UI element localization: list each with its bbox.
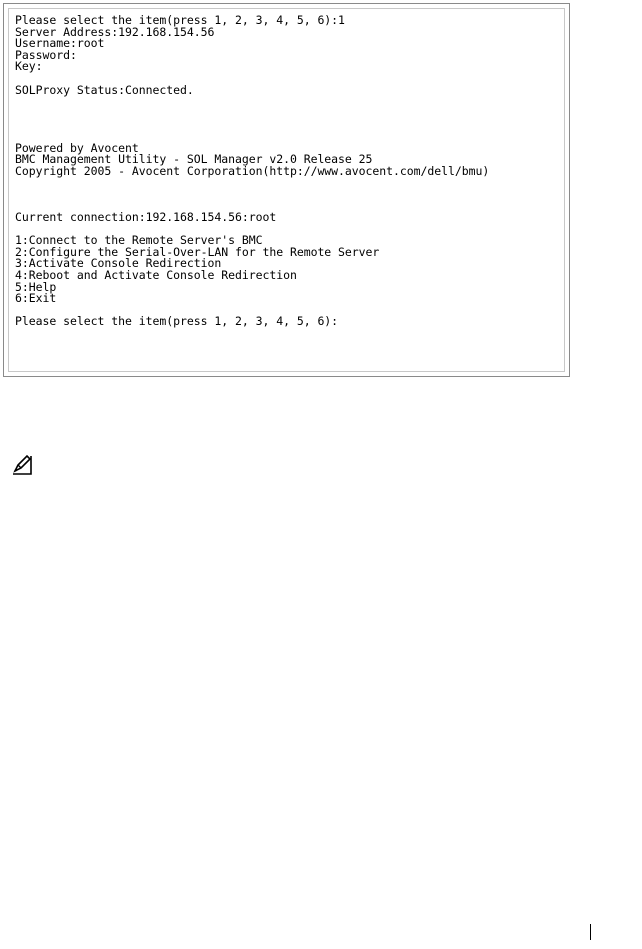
console-blank: [15, 119, 564, 131]
console-input-prompt[interactable]: Please select the item(press 1, 2, 3, 4, 5, 6):: [15, 314, 339, 329]
page-edge-rule: [590, 924, 591, 940]
console-line-status: SOLProxy Status:Connected.: [15, 82, 194, 97]
console-line-key: Key:: [15, 59, 43, 74]
menu-item-exit: 6:Exit: [15, 291, 57, 306]
console-line-powered-by: Powered by Avocent: [15, 140, 139, 155]
menu-item-activate-redirection: 3:Activate Console Redirection: [15, 256, 222, 271]
console-line-current-connection: Current connection:192.168.154.56:root: [15, 210, 277, 225]
console-line-username: Username:root: [15, 36, 105, 51]
console-blank: [15, 177, 564, 189]
menu-item-configure-sol: 2:Configure the Serial-Over-LAN for the Remote Server: [15, 244, 380, 259]
console-line-server-address: Server Address:192.168.154.56: [15, 24, 215, 39]
menu-item-connect: 1:Connect to the Remote Server's BMC: [15, 233, 263, 248]
console-line-product: BMC Management Utility - SOL Manager v2.0 Release 25: [15, 152, 373, 167]
console-screen[interactable]: [8, 8, 565, 372]
console-blank: [15, 108, 564, 120]
menu-item-reboot-activate: 4:Reboot and Activate Console Redirection: [15, 268, 297, 283]
menu-item-help: 5:Help: [15, 279, 57, 294]
console-window[interactable]: [3, 3, 570, 377]
console-blank: [15, 96, 564, 108]
console-line-prompt-previous: Please select the item(press 1, 2, 3, 4, 5, 6):1: [15, 13, 345, 27]
console-line-password: Password:: [15, 47, 77, 62]
console-line-copyright: Copyright 2005 - Avocent Corporation(http://www.avocent.com/dell/bmu): [15, 163, 490, 178]
note-pencil-icon: [10, 453, 34, 477]
console-blank: [15, 189, 564, 201]
